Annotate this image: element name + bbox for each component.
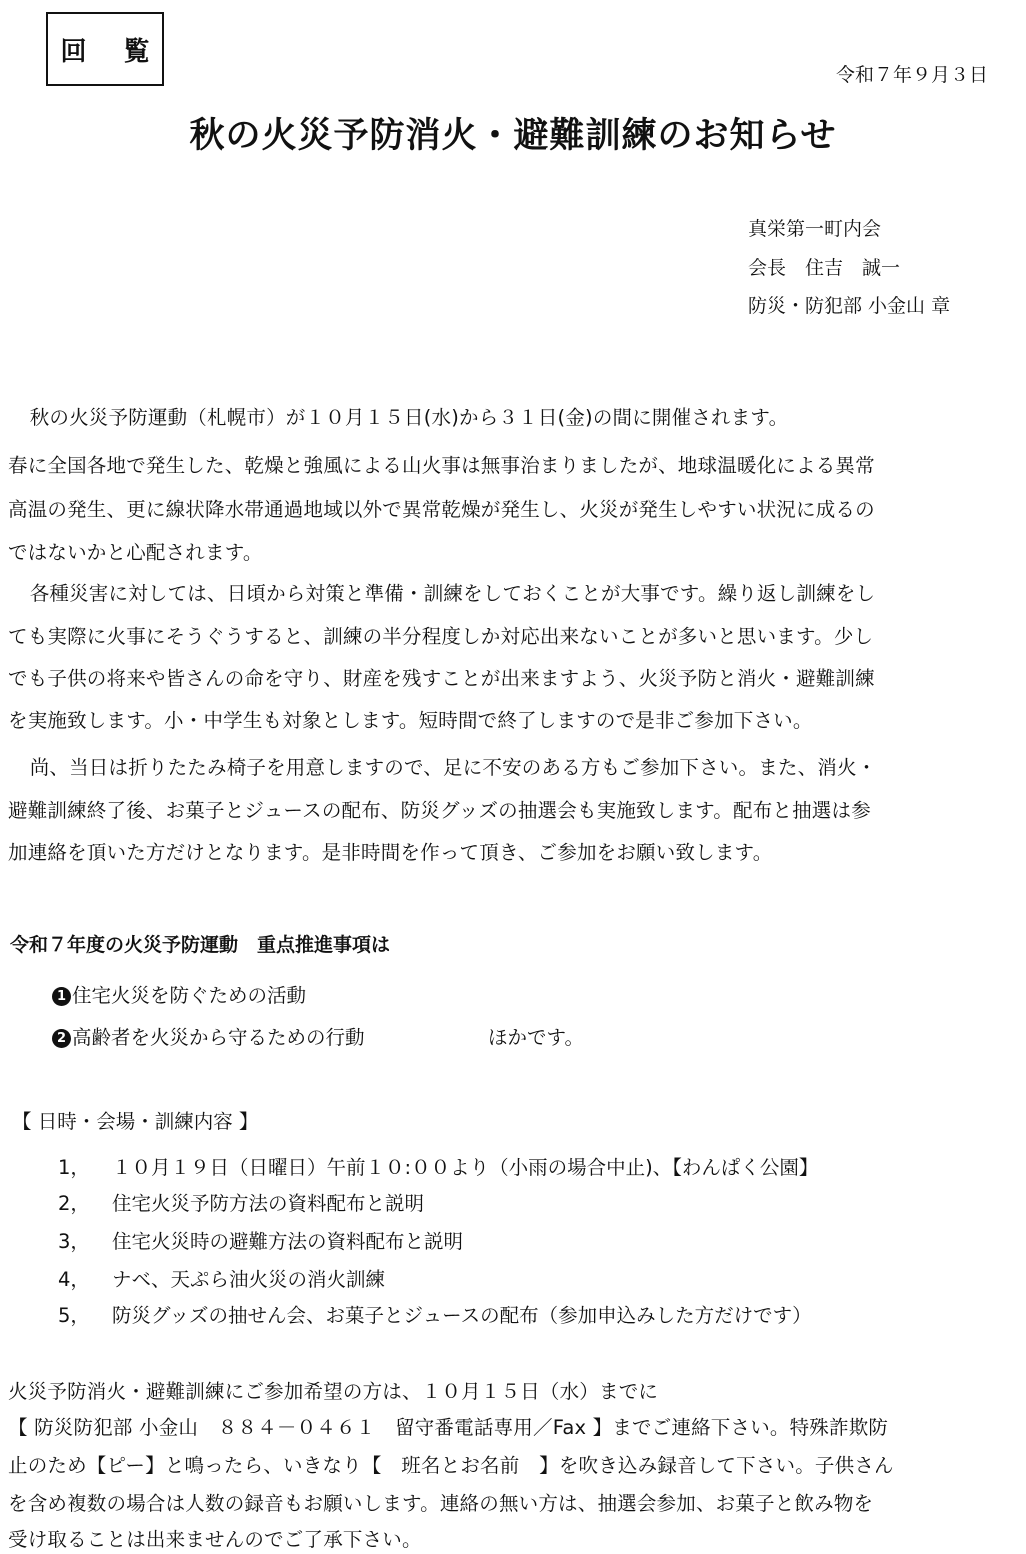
priority-item-1 — [52, 980, 306, 1008]
body-line: 春に全国各地で発生した、乾燥と強風による山火事は無事治まりましたが、地球温暖化による異常 — [8, 454, 875, 477]
issue-date: 令和７年９月３日 — [836, 64, 989, 86]
contact-line: を含め複数の場合は人数の録音もお願いします。連絡の無い方は、抽選会参加、お菓子と飲み物を — [8, 1492, 874, 1515]
number-2-icon: 2 — [52, 1029, 71, 1048]
priority-suffix: ほかです。 — [488, 1026, 584, 1049]
body-line: ではないかと心配されます。 — [8, 541, 263, 564]
circulation-label: 回 覧 — [60, 36, 164, 67]
sender-org: 真栄第一町内会 — [748, 218, 882, 240]
schedule-item: ナベ、天ぷら油火災の消火訓練 — [112, 1268, 386, 1291]
schedule-item: 住宅火災予防方法の資料配布と説明 — [112, 1192, 425, 1215]
schedule-number: 5， — [58, 1304, 90, 1327]
body-line: 避難訓練終了後、お菓子とジュースの配布、防災グッズの抽選会も実施致します。配布と抽選は参 — [8, 799, 871, 822]
schedule-item: 住宅火災時の避難方法の資料配布と説明 — [112, 1230, 464, 1253]
contact-line: 火災予防消火・避難訓練にご参加希望の方は、１０月１５日（水）までに — [8, 1380, 659, 1403]
body-line: でも子供の将来や皆さんの命を守り、財産を残すことが出来ますよう、火災予防と消火・避難訓練 — [8, 667, 875, 690]
body-line: 尚、当日は折りたたみ椅子を用意しますので、足に不安のある方もご参加下さい。また、消火・ — [10, 756, 877, 779]
contact-line: 【 防災防犯部 小金山 ８８４－０４６１ 留守番電話専用／Fax 】までご連絡下さい。特殊詐欺防 — [8, 1416, 889, 1439]
body-line: 加連絡を頂いた方だけとなります。是非時間を作って頂き、ご参加をお願い致します。 — [8, 841, 773, 864]
number-1-icon: 1 — [52, 987, 71, 1006]
sender-chair: 会長 住吉 誠一 — [748, 257, 901, 279]
body-line: ても実際に火事にそうぐうすると、訓練の半分程度しか対応出来ないことが多いと思います。少し — [8, 625, 874, 648]
priority-heading: 令和７年度の火災予防運動 重点推進事項は — [10, 934, 391, 956]
schedule-item: １０月１９日（日曜日）午前１０:００より（小雨の場合中止)、【わんぱく公園】 — [112, 1156, 819, 1179]
circulation-stamp — [46, 12, 164, 86]
contact-line: 止のため【ピー】と鳴ったら、いきなり【 班名とお名前 】を吹き込み録音して下さい。子供さん — [8, 1454, 894, 1477]
body-line: 高温の発生、更に線状降水帯通過地域以外で異常乾燥が発生し、火災が発生しやすい状況に成るの — [8, 498, 875, 521]
body-line: を実施致します。小・中学生も対象とします。短時間で終了しますので是非ご参加下さい。 — [8, 709, 813, 732]
body-line: 各種災害に対しては、日頃から対策と準備・訓練をしておくことが大事です。繰り返し訓練をし — [10, 582, 876, 605]
priority-item-text: 高齢者を火災から守るための行動 — [72, 1026, 365, 1049]
page-title: 秋の火災予防消火・避難訓練のお知らせ — [189, 116, 837, 156]
schedule-heading: 【 日時・会場・訓練内容 】 — [12, 1110, 259, 1133]
schedule-number: 2， — [58, 1192, 90, 1215]
schedule-number: 3， — [58, 1230, 90, 1253]
contact-line: 受け取ることは出来ませんのでご了承下さい。 — [8, 1528, 422, 1551]
priority-item-2 — [52, 1022, 365, 1050]
priority-item-text: 住宅火災を防ぐための活動 — [72, 984, 307, 1007]
sender-dept: 防災・防犯部 小金山 章 — [748, 295, 951, 317]
schedule-item: 防災グッズの抽せん会、お菓子とジュースの配布（参加申込みした方だけです） — [112, 1304, 812, 1327]
schedule-number: 1， — [58, 1156, 90, 1179]
schedule-number: 4， — [58, 1268, 90, 1291]
body-line: 秋の火災予防運動（札幌市）が１０月１５日(水)から３１日(金)の間に開催されます。 — [10, 406, 789, 429]
